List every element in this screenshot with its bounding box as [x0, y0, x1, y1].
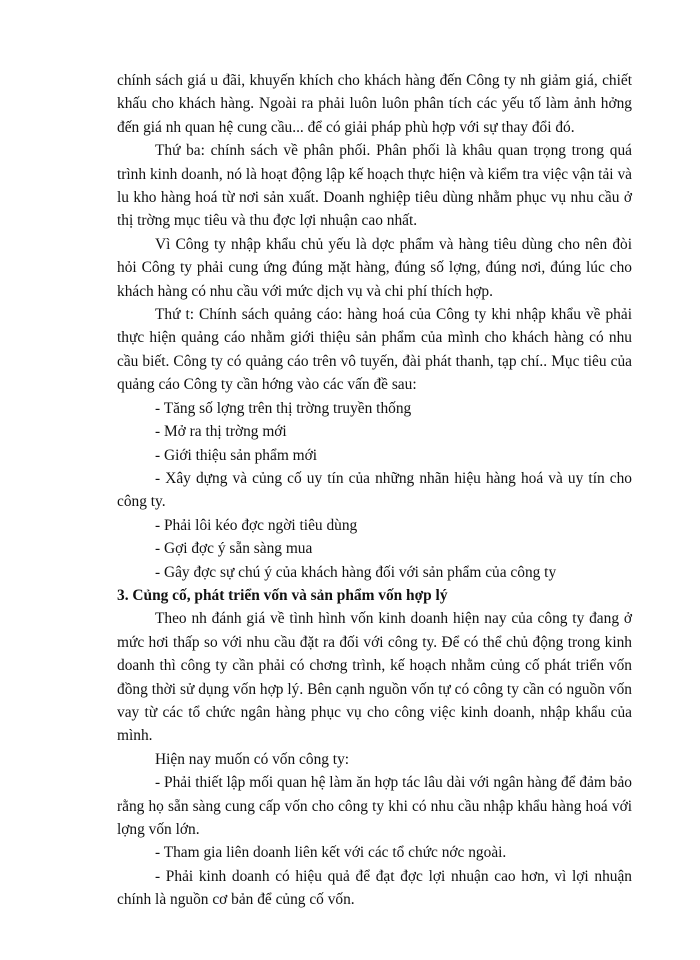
list-item: - Giới thiệu sản phẩm mới — [155, 446, 318, 464]
list-item: - Xây dựng và củng cố uy tín của những nhãn hiệu hàng hoá và uy tín cho công ty. — [117, 469, 632, 511]
list-item: - Tham gia liên doanh liên kết với các tổ chức nớc ngoài. — [155, 844, 507, 862]
list-item: - Mở ra thị trờng mới — [155, 423, 287, 441]
paragraph-capital-intro: Hiện nay muốn có vốn công ty: — [155, 750, 350, 768]
paragraph-pricing-policy: chính sách giá u đãi, khuyến khích cho khách hàng đến Công ty nh giảm giá, chiết khấu cho khách hàng. Ngoài ra phải luôn luôn phân tích các yếu tố làm ảnh hởng đến giá nh quan hệ cung cầu... để có giải pháp phù hợp với sự thay đổi đó. — [117, 72, 632, 136]
list-item: - Phải lôi kéo đợc ngời tiêu dùng — [155, 516, 358, 534]
paragraph-advertising-policy: Thứ t: Chính sách quảng cáo: hàng hoá của Công ty khi nhập khẩu về phải thực hiện quảng cáo nhằm giới thiệu sản phẩm của mình cho khách hàng có nhu cầu biết. Công ty có quảng cáo trên vô tuyến, đài phát thanh, tạp chí.. Mục tiêu của quảng cáo Công ty cần hớng vào các vấn đề sau: — [117, 306, 632, 394]
list-item: - Phải kinh doanh có hiệu quả để đạt đợc lợi nhuận cao hơn, vì lợi nhuận chính là nguồn cơ bản để củng cố vốn. — [117, 867, 632, 909]
list-item: - Tăng số lợng trên thị trờng truyền thống — [155, 399, 412, 417]
paragraph-import-goods: Vì Công ty nhập khẩu chủ yếu là dợc phẩm và hàng tiêu dùng cho nên đòi hỏi Công ty phải cung ứng đúng mặt hàng, đúng số lợng, đúng nơi, đúng lúc cho khách hàng có nhu cầu với mức dịch vụ và chi phí thích hợp. — [117, 235, 632, 300]
list-item: - Gây đợc sự chú ý của khách hàng đối với sản phẩm của công ty — [155, 563, 557, 581]
document-page — [117, 69, 632, 912]
section-heading: 3. Củng cố, phát triển vốn và sản phẩm vốn hợp lý — [117, 586, 448, 604]
paragraph-distribution-policy: Thứ ba: chính sách về phân phối. Phân phối là khâu quan trọng trong quá trình kinh doanh, nó là hoạt động lập kế hoạch thực hiện và kiểm tra việc vận tải và lu kho hàng hoá từ nơi sản xuất. Doanh nghiệp tiêu dùng nhằm phục vụ nhu cầu ở thị trờng mục tiêu và thu đợc lợi nhuận cao nhất. — [117, 142, 632, 230]
list-item: - Gợi đợc ý sẵn sàng mua — [155, 540, 313, 558]
list-item: - Phải thiết lập mối quan hệ làm ăn hợp tác lâu dài với ngân hàng để đảm bảo rằng họ sẵn sàng cung cấp vốn cho công ty khi có nhu cầu nhập khẩu hàng hoá với lợng vốn lớn. — [117, 774, 632, 838]
paragraph-capital-assessment: Theo nh đánh giá về tình hình vốn kinh doanh hiện nay của công ty đang ở mức hơi thấp so với nhu cầu đặt ra đối với công ty. Để có thể chủ động trong kinh doanh thì công ty cần phải có chơng trình, kế hoạch nhằm củng cố phát triển vốn đồng thời sử dụng vốn hợp lý. Bên cạnh nguồn vốn tự có công ty cần có nguồn vốn vay từ các tổ chức ngân hàng phục vụ cho công việc kinh doanh, nhập khẩu của mình. — [117, 610, 632, 745]
